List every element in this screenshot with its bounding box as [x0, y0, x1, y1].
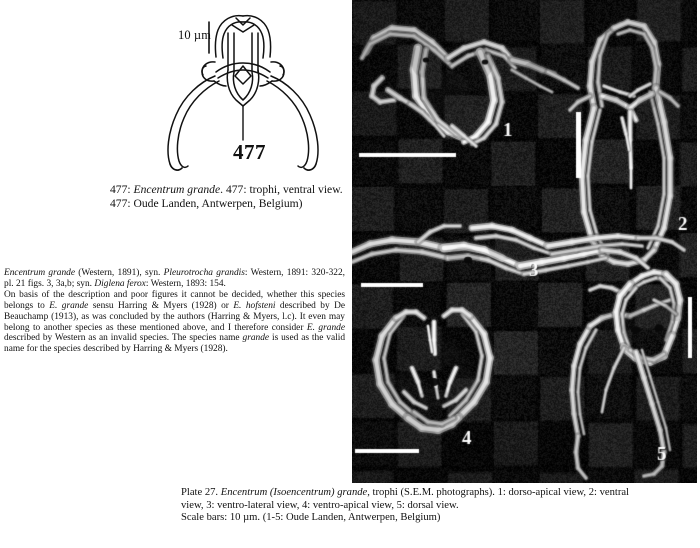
body-para2-c: described by De Beauchamp (1913), as was concluded by the authors (Harring & Myers, l.c). It even may belong to another species as these mentioned above, and I therefore consider: [4, 300, 345, 333]
drawing-caption-line-2: 477: Oude Landen, Antwerpen, Belgium): [110, 197, 303, 211]
drawing-caption-line-1: [110, 183, 350, 197]
body-para2-e: is used as the valid name for the species described by Harring & Myers (1928).: [4, 333, 346, 355]
plate-caption-species: Encentrum (Isoencentrum) grande: [220, 487, 368, 498]
body-species-name: Encentrum grande: [4, 268, 75, 278]
body-paragraph-1: [4, 268, 345, 290]
drawing-caption-rest: . 477: trophi, ventral view.: [220, 183, 343, 196]
plate-caption-rest: , trophi (S.E.M. photographs). 1: dorso-apical view, 2: ventral: [367, 487, 630, 498]
sem-photograph-plate: [352, 0, 697, 483]
body-seg-2: : Western, 1891: 320-322, pl. 21 figs. 3, 3a,b; syn.: [4, 268, 345, 289]
drawing-caption: [110, 183, 350, 211]
trophi-drawing-svg: [0, 0, 350, 180]
body-synonym-2: Diglena ferox: [94, 278, 146, 289]
body-para2-a: On basis of the description and poor figures it cannot be decided, whether this species belongs to: [4, 289, 345, 311]
sem-plate-canvas: [352, 0, 697, 483]
plate-caption-prefix: Plate 27.: [181, 487, 221, 498]
plate-caption-line-2: view, 3: ventro-lateral view, 4: ventro-apical view, 5: dorsal view.: [181, 499, 459, 511]
body-seg-3: : Western, 1893: 154.: [145, 278, 226, 289]
body-seg-1: (Western, 1891), syn.: [74, 268, 164, 278]
drawing-caption-number: 477:: [110, 183, 134, 196]
body-para2-italic-1: E. grande: [49, 300, 89, 311]
body-para2-d: described by Western as an invalid species. The species name: [4, 333, 243, 344]
body-text-block: [4, 268, 345, 355]
plate-caption-line-3: Scale bars: 10 µm. (1-5: Oude Landen, Antwerpen, Belgium): [181, 512, 441, 524]
figure-number-477: 477: [233, 140, 266, 164]
body-para2-italic-3: E. grande: [306, 322, 345, 333]
trophi-line-drawing-figure: [0, 0, 350, 180]
body-para2-b: sensu Harring & Myers (1928) or: [88, 300, 234, 311]
scalebar-label: 10 µm: [178, 28, 212, 42]
drawing-caption-species: Encentrum grande: [133, 183, 221, 196]
plate-caption-line-1: [181, 487, 697, 500]
body-synonym-1: Pleurotrocha grandis: [163, 268, 245, 278]
plate-caption: [181, 487, 697, 525]
body-para2-italic-2: E. hofsteni: [233, 300, 276, 311]
body-paragraph-2: [4, 290, 345, 355]
body-para2-italic-4: grande: [242, 333, 270, 344]
